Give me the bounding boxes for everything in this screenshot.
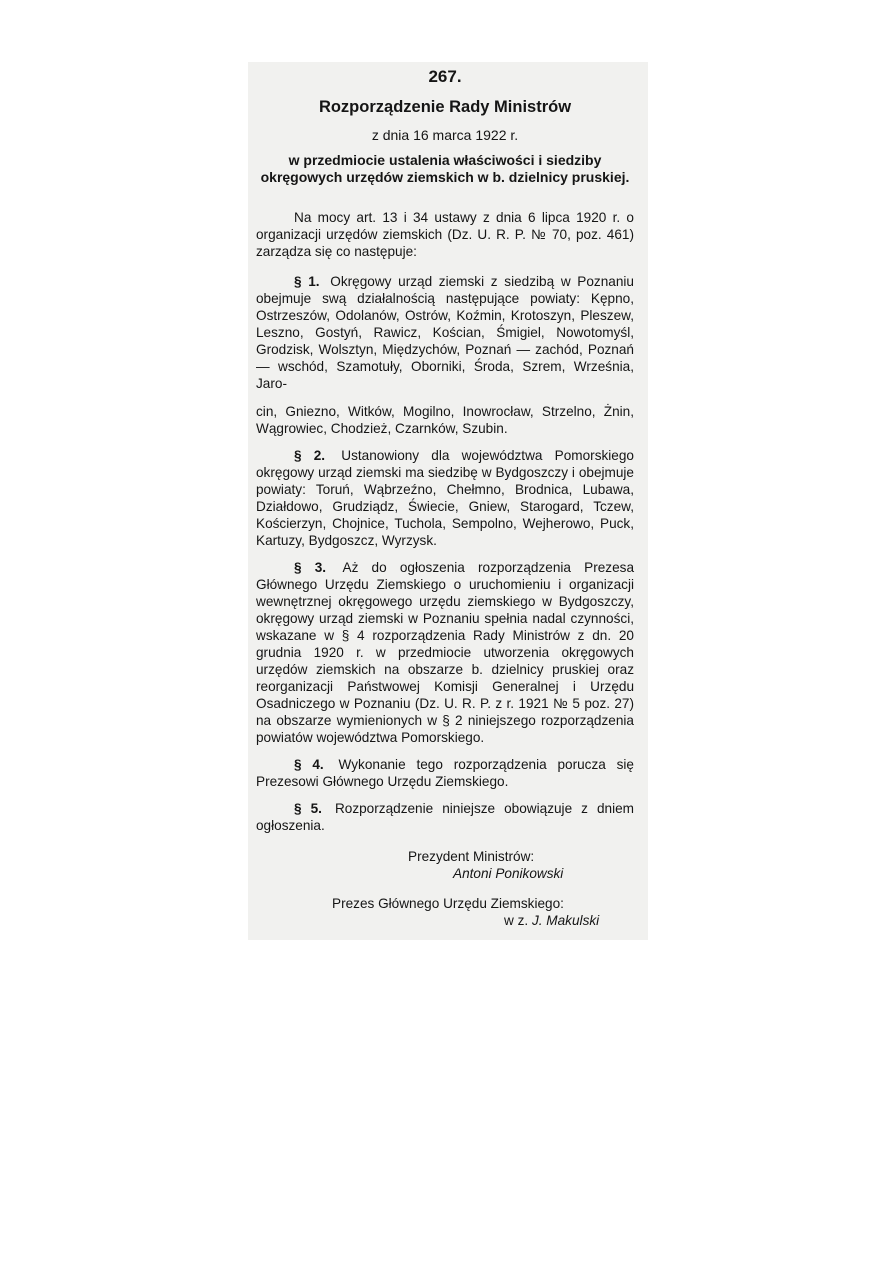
section-1	[256, 273, 634, 392]
intro-paragraph: Na mocy art. 13 i 34 ustawy z dnia 6 lipca 1920 r. o organizacji urzędów ziemskich (Dz. U. R. P. № 70, poz. 461) zarządza się co następuje:	[256, 210, 634, 259]
section-3-mark: § 3.	[294, 560, 327, 575]
signature-role-2: Prezes Głównego Urzędu Ziemskiego:	[332, 896, 564, 911]
section-4	[256, 756, 634, 790]
section-1-text: Okręgowy urząd ziemski z siedzibą w Poznaniu obejmuje swą działalnością następujące powiaty: Kępno, Ostrzeszów, Odolanów, Ostrów, Koźmin, Krotoszyn, Pleszew, Leszno, Gostyń, Rawicz, Kościan, Śmigiel, Nowotomyśl, Grodzisk, Wolsztyn, Międzychów, Poznań — zachód, Poznań — wschód, Szamotuły, Oborniki, Środa, Szrem, Września, Jaro-	[256, 274, 634, 391]
section-5-mark: § 5.	[294, 801, 322, 816]
section-3	[256, 559, 634, 746]
section-2	[256, 447, 634, 549]
signature-role-1: Prezydent Ministrów:	[408, 849, 535, 864]
regulation-text	[256, 66, 634, 929]
regulation-date: z dnia 16 marca 1922 r.	[371, 127, 519, 143]
section-3-text: Aż do ogłoszenia rozporządzenia Prezesa Głównego Urzędu Ziemskiego o uruchomieniu i organizacji wewnętrznej okręgowego urzędu ziemskiego w Bydgoszczy, okręgowy urząd ziemski w Poznaniu spełnia nadal czynności, wskazane w § 4 rozporządzenia Rady Ministrów z dn. 20 grudnia 1920 r. w przedmiocie utworzenia okręgowych urzędów ziemskich na obszarze b. dzielnicy pruskiej oraz reorganizacji Państwowej Komisji Generalnej i Urzędu Osadniczego w Poznaniu (Dz. U. R. P. z r. 1921 № 5 poz. 27) na obszarze wymienionych w § 2 niniejszego rozporządzenia powiatów województwa Pomorskiego.	[256, 560, 634, 745]
section-2-text: Ustanowiony dla województwa Pomorskiego okręgowy urząd ziemski ma siedzibę w Bydgoszczy i obejmuje powiaty: Toruń, Wąbrzeźno, Chełmno, Brodnica, Lubawa, Działdowo, Grudziądz, Świecie, Gniew, Starogard, Tczew, Kościerzyn, Chojnice, Tuchola, Sempolno, Wejherowo, Puck, Kartuzy, Bydgoszcz, Wyrzysk.	[256, 448, 634, 548]
section-2-mark: § 2.	[294, 448, 326, 463]
section-5	[256, 800, 634, 834]
section-4-text: Wykonanie tego rozporządzenia porucza się Prezesowi Głównego Urzędu Ziemskiego.	[256, 757, 634, 789]
section-1-mark: § 1.	[294, 274, 320, 289]
regulation-subject: w przedmiocie ustalenia właściwości i siedziby okręgowych urzędów ziemskich w b. dzielnicy pruskiej.	[260, 152, 630, 185]
signature-line-2	[256, 912, 634, 929]
signature-name-2: J. Makulski	[531, 913, 600, 928]
regulation-title: Rozporządzenie Rady Ministrów	[318, 98, 572, 116]
signature-prefix-2: w z.	[504, 913, 529, 928]
section-5-text: Rozporządzenie niniejsze obowiązuje z dniem ogłoszenia.	[256, 801, 634, 833]
signature-name-1: Antoni Ponikowski	[453, 866, 564, 881]
section-4-mark: § 4.	[294, 757, 324, 772]
section-1-continuation: cin, Gniezno, Witków, Mogilno, Inowrocław, Strzelno, Żnin, Wągrowiec, Chodzież, Czarnków, Szubin.	[256, 404, 634, 436]
item-number: 267.	[428, 67, 462, 86]
